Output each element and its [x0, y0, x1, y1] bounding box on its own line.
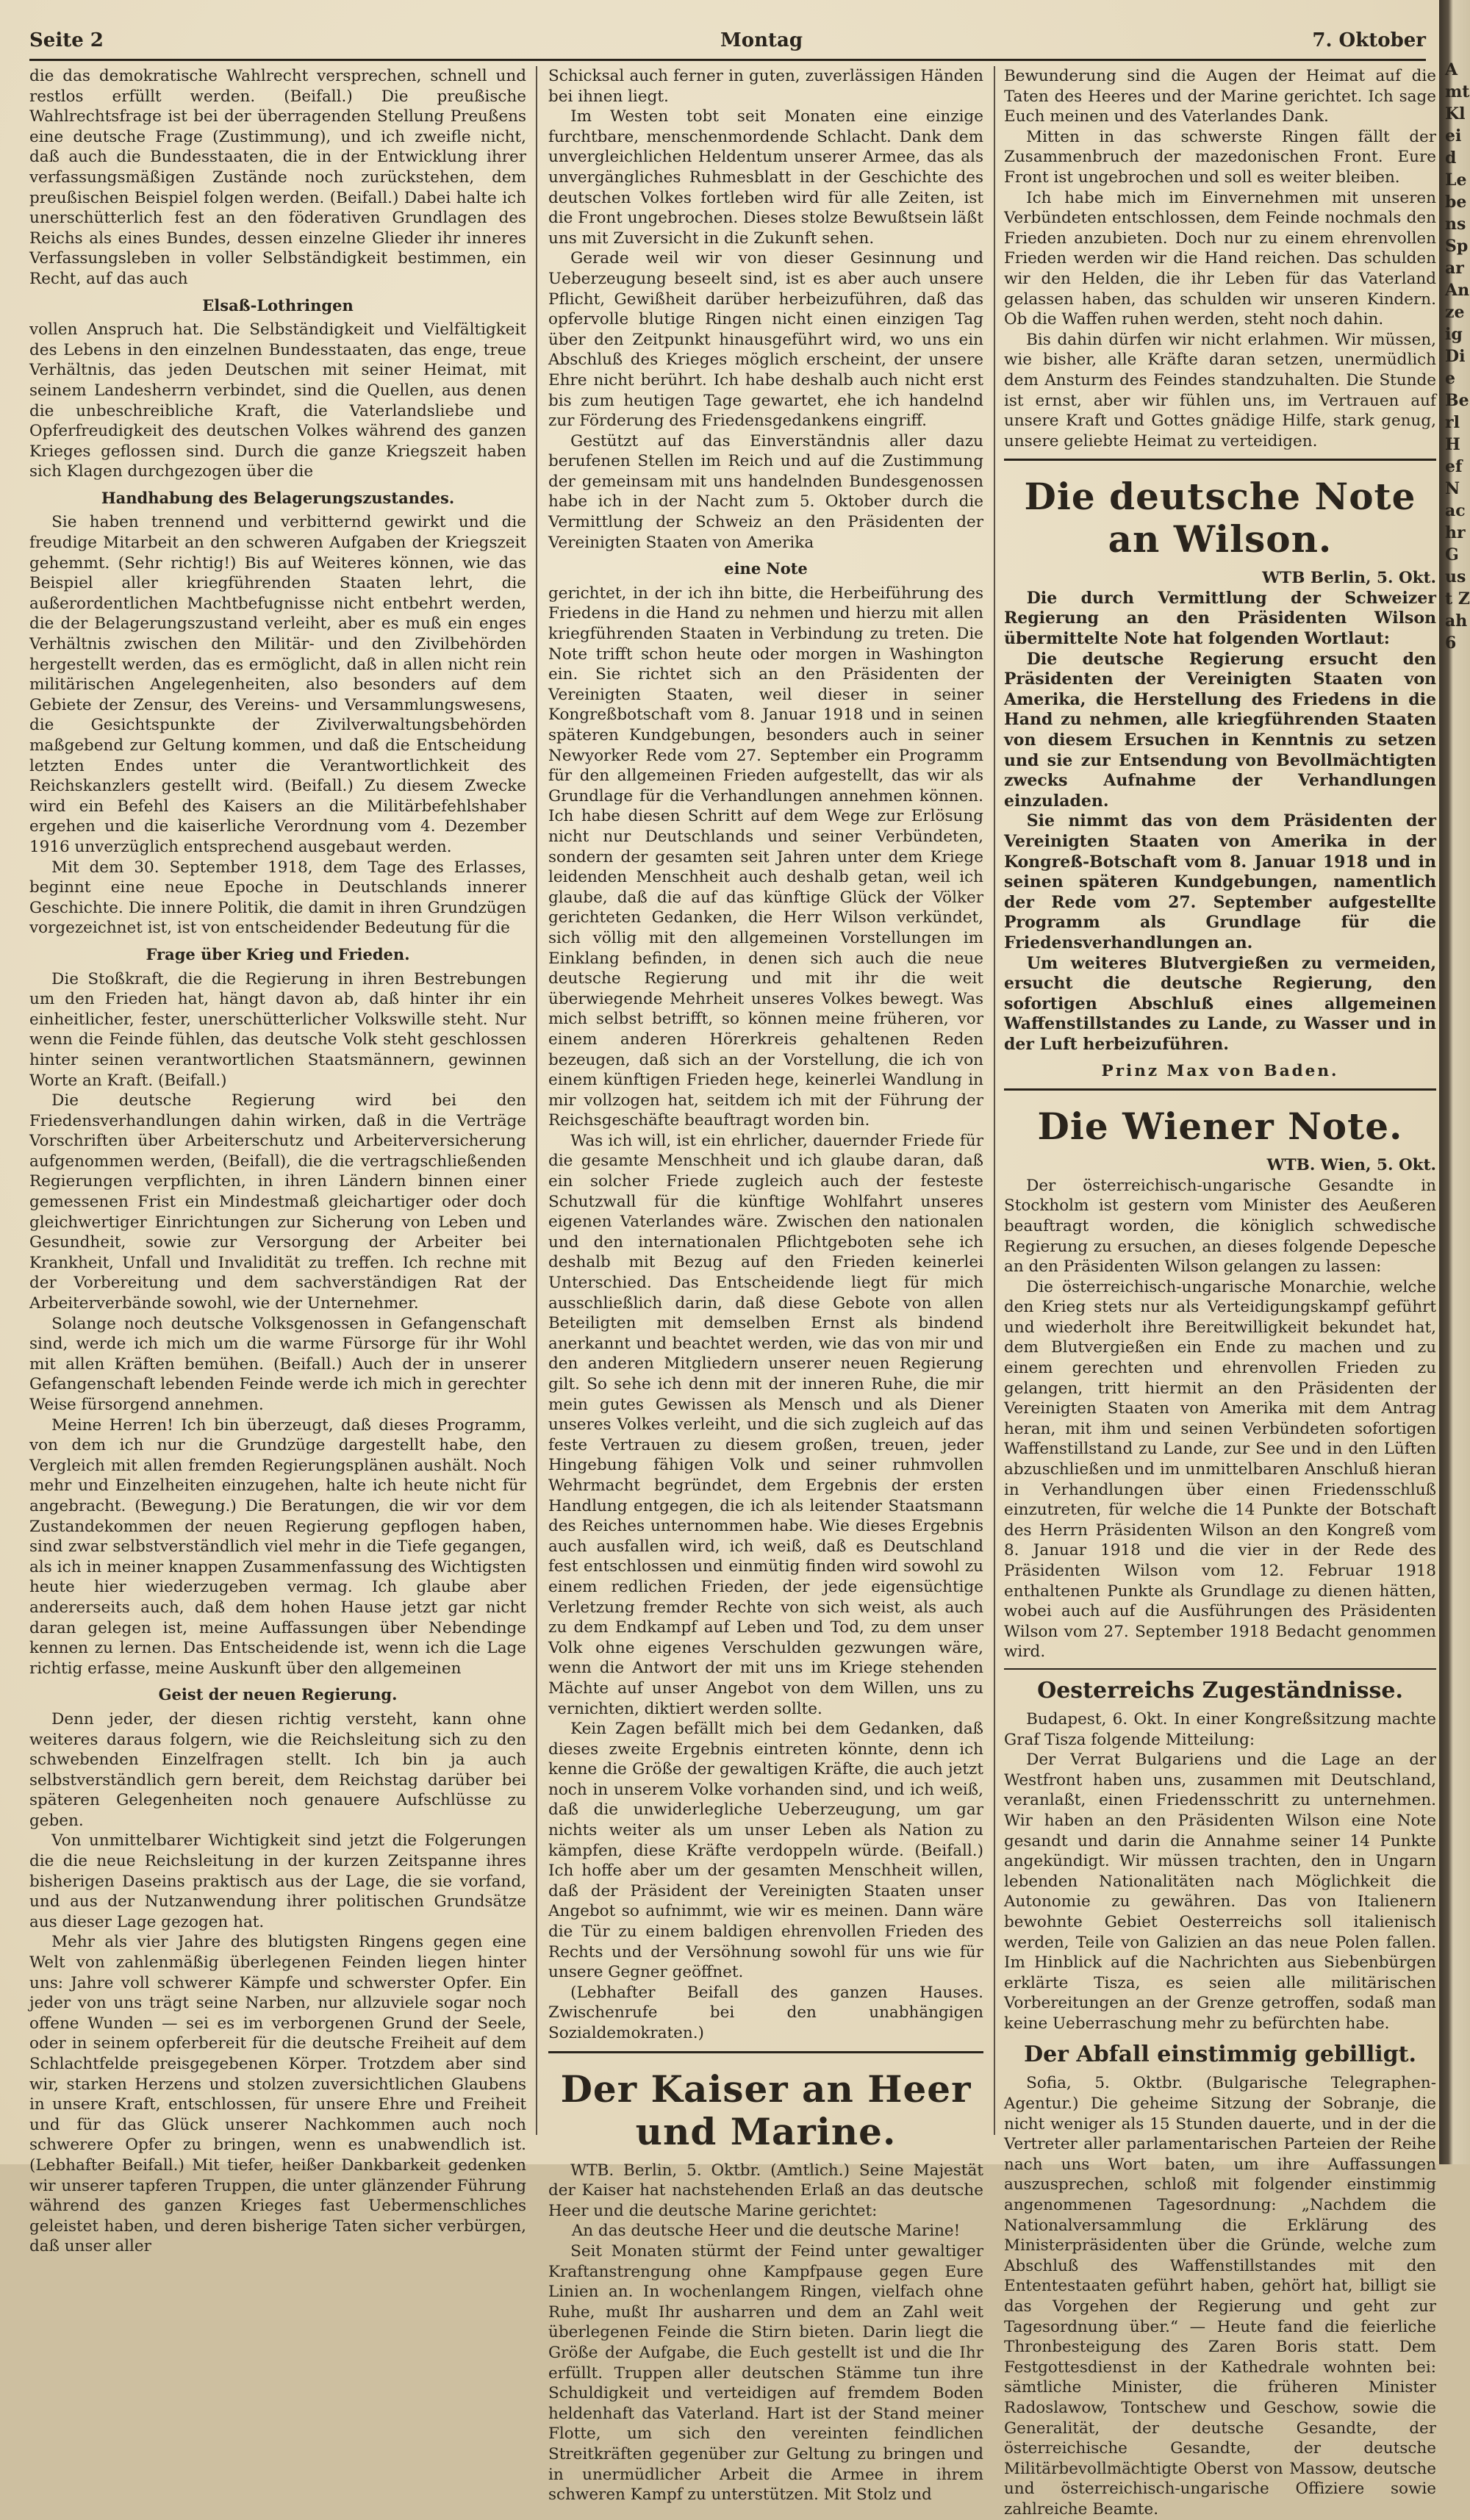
paragraph: Mehr als vier Jahre des blutigsten Ringens gegen eine Welt von zahlenmäßig überlegenen Feinden liegen hinter uns: Jahre voll schwerer Kämpfe und schwerster Opfer. Ein jeder von uns trägt seine Narben, nur allzuviele sogar noch offene Wunden — sei es im verborgenen Grund der Seele, oder in seinem opferbereit für die deutsche Freiheit auf dem Schlachtfelde preisgegebenen Körper. Trotzdem aber sind wir, starken Herzens und stolzen zuversichtlichen Glaubens in unsere Kraft, entschlossen, für unsere Ehre und Freiheit und für das Glück unserer Nachkommen auch noch schwerere Opfer zu bringen, wenn es unabwendlich ist. (Lebhafter Beifall.) Mit tiefer, heißer Dankbarkeit gedenken wir unserer tapferen Truppen, die unter glänzender Führung während des ganzen Krieges fast Uebermenschliches geleistet haben, und deren bisherige Taten sicher verbürgen, daß unser aller — [29, 1933, 526, 2256]
paragraph: vollen Anspruch hat. Die Selbständigkeit und Vielfältigkeit des Lebens in den einzelnen Bundesstaaten, das enge, treue Verhältnis, das jeden Deutschen mit seiner Heimat, mit seinem Landesherrn verbindet, sind die Quellen, aus denen die unbeschreibliche Kraft, die Vaterlandsliebe und Opferfreudigkeit des deutschen Volkes während des ganzen Krieges geflossen sind. Durch die ganze Kriegszeit haben sich Klagen durchgezogen über die — [29, 320, 526, 481]
paragraph: (Lebhafter Beifall des ganzen Hauses. Zwischenrufe bei den unabhängigen Sozialdemokraten.) — [548, 1983, 983, 2042]
column-rule — [536, 66, 537, 2135]
column-1 — [29, 66, 526, 2256]
section-divider — [1004, 459, 1436, 461]
paragraph: Der österreichisch-ungarische Gesandte in Stockholm ist gestern vom Minister des Aeußeren beauftragt worden, die königlich schwedische Regierung zu ersuchen, an dieses folgende Depesche an den Präsidenten Wilson gelangen zu lassen: — [1004, 1176, 1436, 1277]
paragraph: Schicksal auch ferner in guten, zuverlässigen Händen bei ihnen liegt. — [548, 67, 983, 106]
article-headline: Die Wiener Note. — [1037, 1105, 1403, 1149]
section-heading: Oesterreichs Zugeständnisse. — [1037, 1677, 1403, 1704]
paragraph: Was ich will, ist ein ehrlicher, dauernder Friede für die gesamte Menschheit und ich glaube daran, daß ein solcher Friede zugleich auch der festeste Schutzwall für die künftige Wohlfahrt unseres eigenen Vaterlandes wäre. Zwischen den nationalen und den internationalen Pflichtgeboten sehe ich deshalb mit Bezug auf den Frieden keinerlei Unterschied. Das Entscheidende liegt für mich ausschließlich darin, daß diese Gebote von allen Beteiligten mit demselben Ernst als bindend anerkannt und beachtet werden, wie das von mir und den anderen Mitgliedern unserer neuen Regierung gilt. So sehe ich denn mit der inneren Ruhe, die mir mein gutes Gewissen als Mensch und als Diener unseres Volkes verleiht, und die sich zugleich auf das feste Vertrauen zu diesem großen, treuen, jeder Hingebung fähigen Volk und seiner ruhmvollen Wehrmacht begründet, dem Ergebnis der ersten Handlung entgegen, die ich als leitender Staatsmann des Reiches unternommen habe. Wie dieses Ergebnis auch ausfallen wird, ich weiß, daß es Deutschland fest entschlossen und einmütig finden wird sowohl zu einem redlichen Frieden, der jede eigensüchtige Verletzung fremder Rechte von sich weist, als auch zu dem Endkampf auf Leben und Tod, zu dem unser Volk ohne eigenes Verschulden gezwungen wäre, wenn die Antwort der mit uns im Kriege stehenden Mächte auf unser Angebot von dem Willen, uns zu vernichten, diktiert werden sollte. — [548, 1131, 983, 1718]
paragraph: Ich habe mich im Einvernehmen mit unseren Verbündeten entschlossen, dem Feinde nochmals den Frieden anzubieten. Doch nur zu einem ehrenvollen Frieden werden wir die Hand reichen. Das schulden wir den Helden, die ihr Leben für das Vaterland gelassen haben, das schulden wir unseren Kindern. Ob die Waffen ruhen werden, steht noch dahin. — [1004, 188, 1436, 329]
dateline: WTB Berlin, 5. Okt. — [1262, 569, 1436, 588]
issue-date: 7. Oktober — [1312, 29, 1426, 51]
paragraph: Die österreichisch-ungarische Monarchie, welche den Krieg stets nur als Verteidigungskampf geführt und wiederholt ihre Bereitwilligkeit bekundet hat, dem Blutvergießen ein Ende zu machen und zu einem gerechten und ehrenvollen Frieden zu gelangen, tritt hiermit an den Präsidenten der Vereinigten Staaten von Amerika mit dem Antrag heran, mit ihm und seinen Verbündeten sofortigen Waffenstillstand zu Lande, zur See und in den Lüften abzuschließen und im unmittelbaren Anschluß hieran in Verhandlungen über einen Friedensschluß einzutreten, für welche die 14 Punkte der Botschaft des Herrn Präsidenten Wilson an den Kongreß vom 8. Januar 1918 und die vier in der Rede des Präsidenten Wilson vom 12. Februar 1918 enthaltenen Punkte als Grundlage zu dienen hätten, wobei auch auf die Ausführungen des Präsidenten Wilson vom 27. September 1918 Bedacht genommen wird. — [1004, 1277, 1436, 1662]
paragraph: Denn jeder, der diesen richtig versteht, kann ohne weiteres daraus folgern, wie die Reichsleitung sich zu den schwebenden Einzelfragen stellt. Ich bin ja auch selbstverständlich gern bereit, dem Reichstag darüber bei späteren Gelegenheiten noch genauere Aufschlüsse zu geben. — [29, 1709, 526, 1830]
subheading: Frage über Krieg und Frieden. — [146, 944, 410, 963]
paragraph: Mitten in das schwerste Ringen fällt der Zusammenbruch der mazedonischen Front. Eure Front ist ungebrochen und soll es weiter bleiben. — [1004, 127, 1436, 187]
paragraph: Die Stoßkraft, die die Regierung in ihren Bestrebungen um den Frieden hat, hängt davon ab, daß hinter ihr ein einheitlicher, fester, unerschütterlicher Volkswille steht. Nur wenn die Feinde fühlen, das deutsche Volk steht geschlossen hinter seinen verantwortlichen Staatsmännern, gewinnen Worte an Kraft. (Beifall.) — [29, 969, 526, 1090]
subheading: Geist der neuen Regierung. — [158, 1685, 398, 1704]
paragraph: Gestützt auf das Einverständnis aller dazu berufenen Stellen im Reich und auf die Zustimmung der gemeinsam mit uns handelnden Bundesgenossen habe ich in der Nacht zum 5. Oktober durch die Vermittlung der Schweiz an den Präsidenten der Vereinigten Staaten von Amerika — [548, 431, 983, 552]
page-header — [29, 29, 1426, 61]
paragraph: WTB. Berlin, 5. Oktbr. (Amtlich.) Seine Majestät der Kaiser hat nachstehenden Erlaß an das deutsche Heer und die deutsche Marine gerichtet: — [548, 2161, 983, 2220]
proclamation-address: An das deutsche Heer und die deutsche Marine! — [571, 2222, 961, 2241]
paragraph: Der Verrat Bulgariens und die Lage an der Westfront haben uns, zusammen mit Deutschland, veranlaßt, einen Friedensschritt zu unternehmen. Wir haben an den Präsidenten Wilson eine Note gesandt und darin die Annahme seiner 14 Punkte angekündigt. Wir müssen trachten, den in Ungarn lebenden Nationalitäten nach Möglichkeit die Autonomie zu gewähren. Das von Italienern bewohnte Gebiet Oesterreichs soll italienisch werden, Teile von Galizien an das neue Polen fallen. Im Hinblick auf die Nachrichten aus Siebenbürgen erklärte Tisza, es seien alle militärischen Vorbereitungen an der Grenze getroffen, sodaß man keine Ueberraschung mehr zu befürchten habe. — [1004, 1751, 1436, 2033]
adjacent-page-edge — [1439, 0, 1470, 2164]
column-3 — [1004, 66, 1436, 2519]
paragraph: Die deutsche Regierung wird bei den Friedensverhandlungen dahin wirken, daß in die Verträge Vorschriften über Arbeiterschutz und Arbeiterversicherung aufgenommen werden, (Beifall), die die vertragschließenden Regierungen verpflichten, in ihren Ländern binnen einer gemessenen Frist ein Mindestmaß gleichartiger oder doch gleichwertiger Einrichtungen zur Sicherung von Leben und Gesundheit, sowie zur Versorgung der Arbeiter bei Krankheit, Unfall und Invalidität zu treffen. Ich rechne mit der Vorbereitung und dem sachverständigen Rat der Arbeiterverbände sowohl, wie der Unternehmer. — [29, 1091, 526, 1313]
paragraph: Kein Zagen befällt mich bei dem Gedanken, daß dieses zweite Ergebnis eintreten könnte, denn ich kenne die Größe der gewaltigen Kräfte, die auch jetzt noch in unserem Volke vorhanden sind, und ich weiß, daß die unwiderlegliche Ueberzeugung, um gar nichts weiter als um unser Leben als Nation zu kämpfen, diese Kräfte verdoppeln würde. (Beifall.) Ich hoffe aber um der gesamten Menschheit willen, daß der Präsident der Vereinigten Staaten unser Angebot so aufnimmt, wie wir es meinen. Dann wäre die Tür zu einem baldigen ehrenvollen Frieden des Rechts und der Versöhnung sowohl für uns wie für unsere Gegner geöffnet. — [548, 1720, 983, 1982]
paragraph: Seit Monaten stürmt der Feind unter gewaltiger Kraftanstrengung ohne Kampfpause gegen Eure Linien an. In wochenlangem Ringen, vielfach ohne Ruhe, mußt Ihr ausharren und dem an Zahl weit überlegenen Feinde die Stirn bieten. Darin liegt die Größe der Aufgabe, die Euch gestellt ist und die Ihr erfüllt. Truppen aller deutschen Stämme tun ihre Schuldigkeit und verteidigen auf fremdem Boden heldenhaft das Vaterland. Hart ist der Stand meiner Flotte, um sich den vereinten feindlichen Streitkräften gegenüber zur Geltung zu bringen und in unermüdlicher Arbeit die Armee in ihrem schweren Kampf zu unterstützen. Mit Stolz und — [548, 2241, 983, 2505]
paragraph: Die durch Vermittlung der Schweizer Regierung an den Präsidenten Wilson übermittelte Note hat folgenden Wortlaut: — [1004, 588, 1436, 649]
paragraph: gerichtet, in der ich ihn bitte, die Herbeiführung des Friedens in die Hand zu nehmen und hierzu mit allen kriegführenden Staaten in Verbindung zu treten. Die Note trifft schon heute oder morgen in Washington ein. Sie richtet sich an den Präsidenten der Vereinigten Staaten, weil dieser in seiner Kongreßbotschaft vom 8. Januar 1918 und in seinen späteren Kundgebungen, besonders auch in seiner Newyorker Rede vom 27. September ein Programm für den allgemeinen Frieden aufgestellt, das wir als Grundlage für die Verhandlungen annehmen können. Ich habe diesen Schritt auf dem Wege zur Erlösung nicht nur Deutschlands und seiner Verbündeten, sondern der gesamten seit Jahren unter dem Kriege leidenden Menschheit auch deshalb getan, weil ich glaube, daß die auf das künftige Glück der Völker gerichteten Gedanken, die Herr Wilson verkündet, sich völlig mit den allgemeinen Vorstellungen im Einklang befinden, in denen sich auch die neue deutsche Regierung und mit ihr die weit überwiegende Mehrheit unseres Volkes bewegt. Was mich selbst betrifft, so können meine früheren, vor einem anderen Hörerkreis gehaltenen Reden bezeugen, daß sich an der Vorstellung, die ich von einem künftigen Frieden hege, keinerlei Wandlung in mir vollzogen hat, seitdem ich mit der Führung der Reichsgeschäfte beauftragt worden bin. — [548, 584, 983, 1130]
paragraph: Um weiteres Blutvergießen zu vermeiden, ersucht die deutsche Regierung, den sofortigen Abschluß eines allgemeinen Waffenstillstandes zu Lande, zu Wasser und in der Luft herbeizuführen. — [1004, 953, 1436, 1054]
paragraph: Sie nimmt das von dem Präsidenten der Vereinigten Staaten von Amerika in der Kongreß-Botschaft vom 8. Januar 1918 und in seinen späteren Kundgebungen, namentlich der Rede vom 27. September aufgestellte Programm als Grundlage für die Friedensverhandlungen an. — [1004, 811, 1436, 952]
column-rule — [994, 66, 995, 2135]
paragraph: Gerade weil wir von dieser Gesinnung und Ueberzeugung beseelt sind, ist es aber auch unsere Pflicht, Gewißheit darüber herbeizuführen, daß das opfervolle blutige Ringen nicht einen einzigen Tag über den Zeitpunkt hinausgeführt wird, wo uns ein Abschluß des Krieges möglich erscheint, der unsere Ehre nicht berührt. Ich habe deshalb auch nicht erst bis zum heutigen Tage gewartet, ehe ich handelnd zur Förderung des Friedensgedankens eingriff. — [548, 249, 983, 431]
section-heading: Der Abfall einstimmig gebilligt. — [1024, 2042, 1416, 2068]
article-headline: Die deutsche Note an Wilson. — [1024, 475, 1416, 561]
subheading: Elsaß-Lothringen — [202, 295, 354, 315]
adjacent-page-fragments: Amt Kleid Lebens Spar Anzeig Die Berl Hef Nachr Gust Zah 6 — [1445, 60, 1470, 653]
section-divider — [1004, 1088, 1436, 1091]
page-number: Seite 2 — [29, 29, 104, 51]
paragraph: Im Westen tobt seit Monaten eine einzige furchtbare, menschenmordende Schlacht. Dank dem unvergleichlichen Heldentum unserer Armee, das als unvergängliches Ruhmesblatt in der Geschichte des deutschen Volkes fortleben wird für alle Zeiten, ist die Front ungebrochen. Dieses stolze Bewußtsein läßt uns mit Zuversicht in die Zukunft sehen. — [548, 107, 983, 248]
section-divider — [1004, 1668, 1436, 1670]
article-headline: Der Kaiser an Heer und Marine. — [560, 2067, 972, 2153]
paragraph: Mit dem 30. September 1918, dem Tage des Erlasses, beginnt eine neue Epoche in Deutschlands innerer Geschichte. Die innere Politik, die damit in ihren Grundzügen vorgezeichnet ist, ist von entscheidender Bedeutung für die — [29, 858, 526, 938]
subheading: eine Note — [724, 559, 808, 578]
paragraph: die das demokratische Wahlrecht versprechen, schnell und restlos erfüllt werden. (Beifall.) Die preußische Wahlrechtsfrage ist bei der überragenden Stellung Preußens eine deutsche Frage (Zustimmung), und ich zweifle nicht, daß auch die Bundesstaaten, die in der Entwicklung ihrer verfassungsmäßigen Zustände noch zurückstehen, dem preußischen Beispiel folgen werden. (Beifall.) Dabei halte ich unerschütterlich fest an den föderativen Grundlagen des Reichs als eines Bundes, dessen einzelne Glieder ihr inneres Verfassungsleben in voller Selbständigkeit bestimmen, ein Recht, auf das auch — [29, 67, 526, 288]
weekday: Montag — [720, 29, 803, 51]
paragraph: Sofia, 5. Oktbr. (Bulgarische Telegraphen-Agentur.) Die geheime Sitzung der Sobranje, die nicht weniger als 15 Stunden dauerte, und in der die Vertreter aller parlamentarischen Parteien der Reihe nach uns Wort baten, um ihre Auffassungen auszusprechen, schloß mit folgender einstimmig angenommenen Tagesordnung: „Nachdem die Nationalversammlung die Erklärung des Ministerpräsidenten über die Gründe, welche zum Abschluß des Waffenstillstandes mit den Ententestaaten geführt haben, gehört hat, billigt sie das Vorgehen der Regierung und geht zur Tagesordnung über.“ — Heute fand die feierliche Thronbesteigung des Zaren Boris statt. Dem Festgottesdienst in der Kathedrale wohnten bei: sämtliche Minister, die früheren Minister Radoslawow, Tontschew und Geschow, sowie die Generalität, der deutsche Gesandte, der österreichische Gesandte, der deutsche Militärbevollmächtigte Oberst von Massow, deutsche und österreichisch-ungarische Offiziere sowie zahlreiche Beamte. — [1004, 2074, 1436, 2519]
paragraph: Bewunderung sind die Augen der Heimat auf die Taten des Heeres und der Marine gerichtet. Ich sage Euch meinen und des Vaterlandes Dank. — [1004, 67, 1436, 126]
paragraph: Budapest, 6. Okt. In einer Kongreßsitzung machte Graf Tisza folgende Mitteilung: — [1004, 1709, 1436, 1749]
subheading: Handhabung des Belagerungszustandes. — [101, 488, 455, 507]
paragraph: Solange noch deutsche Volksgenossen in Gefangenschaft sind, werde ich mich um die warme Fürsorge für ihr Wohl mit allen Kräften bemühen. (Beifall.) Auch der in unserer Gefangenschaft lebenden Feinde werde ich mich in gerechter Weise fürsorgend annehmen. — [29, 1314, 526, 1414]
signature-line: Prinz Max von Baden. — [1101, 1061, 1339, 1080]
paragraph: Bis dahin dürfen wir nicht erlahmen. Wir müssen, wie bisher, alle Kräfte daran setzen, unermüdlich dem Ansturm des Feindes standzuhalten. Die Stunde ist ernst, aber wir fühlen uns, im Vertrauen auf unsere Kraft und Gottes gnädige Hilfe, stark genug, unsere geliebte Heimat zu verteidigen. — [1004, 330, 1436, 450]
section-divider — [548, 2051, 983, 2053]
column-2 — [548, 66, 983, 2505]
paragraph: Die deutsche Regierung ersucht den Präsidenten der Vereinigten Staaten von Amerika, die Herstellung des Friedens in die Hand zu nehmen, alle kriegführenden Staaten von diesem Ersuchen in Kenntnis zu setzen und sie zur Entsendung von Bevollmächtigten zwecks Aufnahme der Verhandlungen einzuladen. — [1004, 649, 1436, 811]
dateline: WTB. Wien, 5. Okt. — [1266, 1156, 1436, 1175]
paragraph: Meine Herren! Ich bin überzeugt, daß dieses Programm, von dem ich nur die Grundzüge dargestellt habe, den Vergleich mit allen fremden Regierungsplänen aushält. Noch mehr und Einzelheiten einzugehen, halte ich heute nicht für angebracht. (Bewegung.) Die Beratungen, die wir vor dem Zustandekommen der neuen Regierung gepflogen haben, sind zwar selbstverständlich viel mehr in die Tiefe gegangen, als ich in meiner knappen Zusammenfassung des Wichtigsten heute hier wiederzugeben vermag. Ich glaube aber andererseits auch, daß dem hohen Hause jetzt gar nicht daran gelegen ist, meine Auffassungen über Nebendinge kennen zu lernen. Das Entscheidende ist, wenn ich die Lage richtig erfasse, meine Auskunft über den allgemeinen — [29, 1415, 526, 1678]
paragraph: Sie haben trennend und verbitternd gewirkt und die freudige Mitarbeit an den schweren Aufgaben der Kriegszeit gehemmt. (Sehr richtig!) Bis auf Weiteres können, wie das Beispiel aller kriegführenden Staaten lehrt, die außerordentlichen Machtbefugnisse nicht entbehrt werden, die der Belagerungszustand verleiht, aber es muß ein enges Verhältnis zwischen den Militär- und den Zivilbehörden hergestellt werden, das es ermöglicht, daß in allen nicht rein militärischen Angelegenheiten, also besonders auf dem Gebiete der Zensur, des Vereins- und Versammlungswesens, die Gesichtspunkte der Zivilverwaltungsbehörden maßgebend zur Geltung kommen, und daß die Entscheidung letzten Endes unter die Verantwortlichkeit des Reichskanzlers gestellt wird. (Beifall.) Zu diesem Zwecke wird ein Befehl des Kaisers an die Militärbefehlshaber ergehen und die kaiserliche Verordnung vom 4. Dezember 1916 unverzüglich entsprechend ausgebaut werden. — [29, 513, 526, 856]
paragraph: Von unmittelbarer Wichtigkeit sind jetzt die Folgerungen die die neue Reichsleitung in der kurzen Zeitspanne ihres bisherigen Daseins praktisch aus der Lage, die sie vorfand, und aus der Nutzanwendung ihrer politischen Grundsätze aus dieser Lage gezogen hat. — [29, 1831, 526, 1931]
